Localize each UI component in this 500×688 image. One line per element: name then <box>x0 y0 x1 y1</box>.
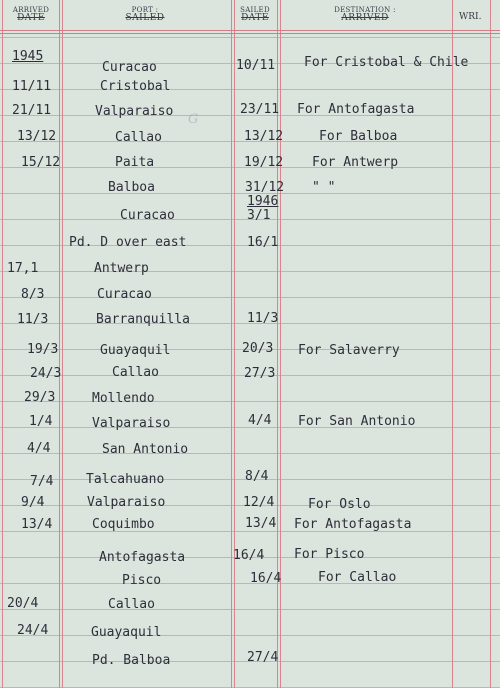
wri-header: WRI. <box>459 12 482 22</box>
destination: For Oslo <box>308 497 371 512</box>
header-text: SAILED <box>240 6 270 14</box>
column-divider <box>231 0 232 688</box>
port-name: Pd. D over east <box>69 235 187 250</box>
column-divider <box>452 0 453 688</box>
arrived-date: 24/3 <box>30 366 62 381</box>
port-name: Cristobal <box>100 79 171 94</box>
port-name: Curacao <box>102 60 157 75</box>
port-name: Mollendo <box>92 391 155 406</box>
header-text: DATE <box>17 13 45 23</box>
margin-line <box>2 0 3 688</box>
port-name: Valparaiso <box>87 495 166 510</box>
sailed-date: 12/4 <box>243 495 275 510</box>
destination: For Antwerp <box>312 155 399 170</box>
sailed-date: 1946 <box>247 194 279 209</box>
port-name: Callao <box>108 597 155 612</box>
port-name: Callao <box>112 365 159 380</box>
sailed-date: 16/4 <box>250 571 282 586</box>
sailed-date: 19/12 <box>244 155 284 170</box>
destination: For Callao <box>318 570 397 585</box>
sailed-date: 11/3 <box>247 311 279 326</box>
header-text: PORT : <box>131 6 159 14</box>
port-name: Curacao <box>120 208 175 223</box>
sailed-date: 8/4 <box>245 469 269 484</box>
destination: For Antofagasta <box>297 102 415 117</box>
arrived-date: 4/4 <box>27 441 51 456</box>
header-text: SAILED <box>125 13 165 23</box>
destination: For Salaverry <box>298 343 400 358</box>
sailed-date: 13/12 <box>244 129 284 144</box>
port-name: Guayaquil <box>100 343 171 358</box>
sailed-date: 20/3 <box>242 341 274 356</box>
header-text: ARRIVED <box>12 6 50 14</box>
port-name: Paita <box>115 155 155 170</box>
port-name: Callao <box>115 130 162 145</box>
arrived-date-header <box>6 7 56 23</box>
port-name: Coquimbo <box>92 517 155 532</box>
port-name: Guayaquil <box>91 625 162 640</box>
port-name: Antwerp <box>94 261 149 276</box>
port-name: Curacao <box>97 287 152 302</box>
arrived-date: 1/4 <box>29 414 53 429</box>
arrived-date: 1945 <box>12 49 44 64</box>
arrived-date: 20/4 <box>7 596 39 611</box>
port-name: Balboa <box>108 180 155 195</box>
sailed-date: 10/11 <box>236 58 276 73</box>
destination: For Pisco <box>294 547 365 562</box>
port-name: Talcahuano <box>86 472 165 487</box>
destination: For San Antonio <box>298 414 416 429</box>
port-name: Valparaiso <box>92 416 171 431</box>
port-name: Valparaiso <box>95 104 174 119</box>
sailed-date: 23/11 <box>240 102 280 117</box>
header-text: DESTINATION : <box>334 6 396 14</box>
destination: For Cristobal & Chile <box>304 55 469 70</box>
arrived-date: 9/4 <box>21 495 45 510</box>
sailed-date: 27/4 <box>247 650 279 665</box>
sailed-date: 31/12 <box>245 180 285 195</box>
header-text: DATE <box>241 13 269 23</box>
port-name: Barranquilla <box>96 312 190 327</box>
port-name: Pisco <box>122 573 162 588</box>
sailed-date: 16/4 <box>233 548 265 563</box>
port-name: San Antonio <box>102 442 189 457</box>
destination: " " <box>312 180 336 195</box>
sailed-date: 13/4 <box>245 516 277 531</box>
arrived-date: 17,1 <box>7 261 39 276</box>
column-divider <box>59 0 60 688</box>
arrived-date: 13/12 <box>17 129 57 144</box>
arrived-date: 11/11 <box>12 79 52 94</box>
port-name: Pd. Balboa <box>92 653 171 668</box>
sailed-date: 16/1 <box>247 235 279 250</box>
column-divider <box>490 0 491 688</box>
header-rule <box>0 30 500 31</box>
arrived-date: 24/4 <box>17 623 49 638</box>
arrived-date: 15/12 <box>21 155 61 170</box>
header-text: ARRIVED <box>341 13 389 23</box>
arrived-date: 7/4 <box>30 474 54 489</box>
port-header <box>95 7 195 23</box>
sailed-date: 3/1 <box>247 208 271 223</box>
port-name: Antofagasta <box>99 550 186 565</box>
destination-header <box>310 7 420 23</box>
destination: For Balboa <box>319 129 398 144</box>
sailed-date-header <box>234 7 276 23</box>
arrived-date: 29/3 <box>24 390 56 405</box>
faint-pencil-mark: G <box>188 112 199 127</box>
arrived-date: 19/3 <box>27 342 59 357</box>
arrived-date: 11/3 <box>17 312 49 327</box>
header-rule <box>0 33 500 34</box>
destination: For Antofagasta <box>294 517 412 532</box>
sailed-date: 4/4 <box>248 413 272 428</box>
arrived-date: 8/3 <box>21 287 45 302</box>
arrived-date: 13/4 <box>21 517 53 532</box>
arrived-date: 21/11 <box>12 103 52 118</box>
sailed-date: 27/3 <box>244 366 276 381</box>
